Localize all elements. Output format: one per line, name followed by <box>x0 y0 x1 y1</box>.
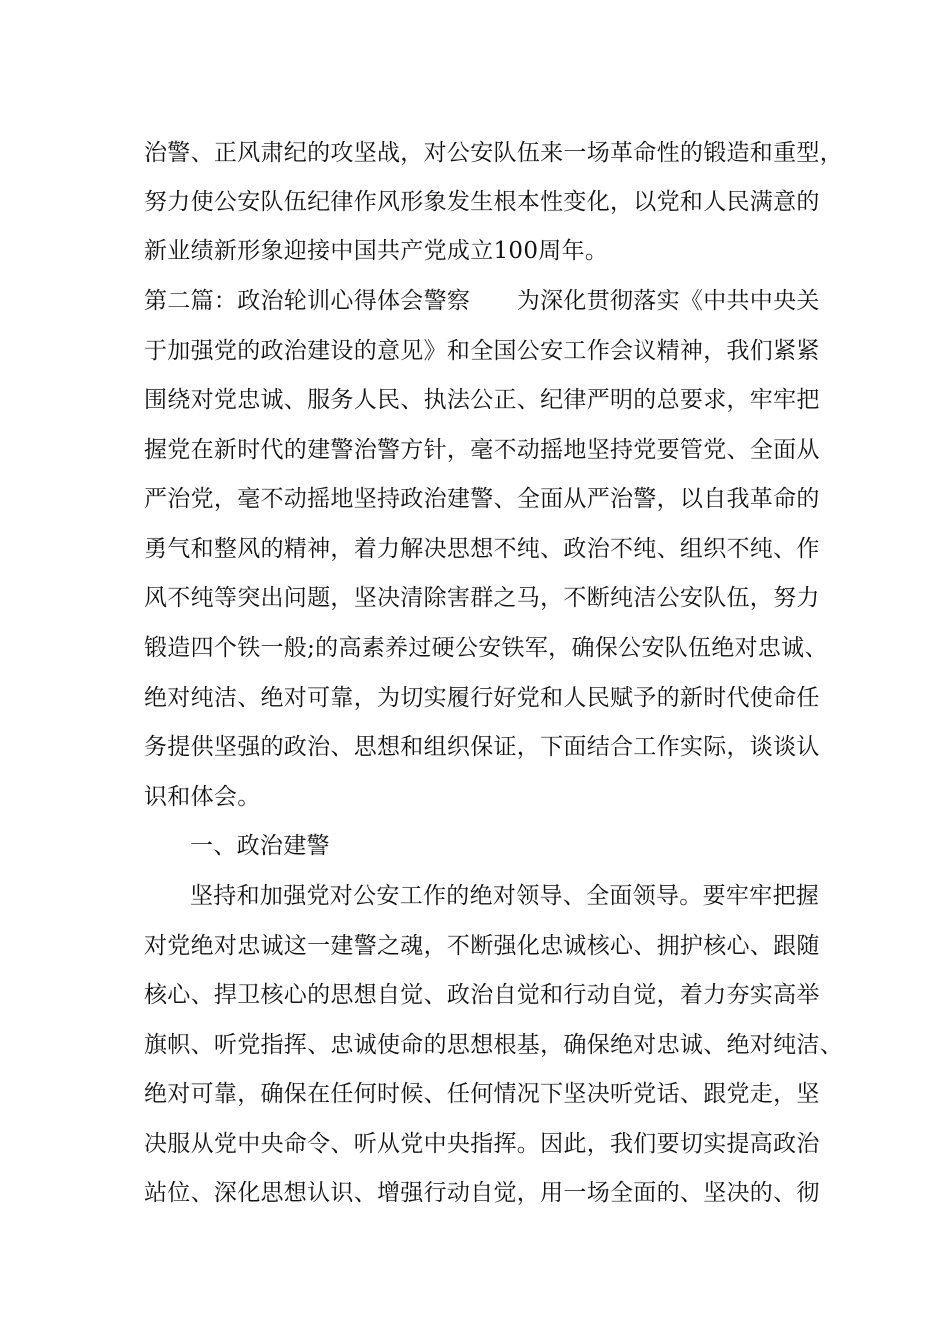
section-title-line: 第二篇：政治轮训心得体会警察 为深化贯彻落实《中共中央关 <box>144 288 820 314</box>
text-line: 围绕对党忠诚、服务人民、执法公正、纪律严明的总要求，牢牢把 <box>144 387 820 413</box>
text-line: 坚持和加强党对公安工作的绝对领导、全面领导。要牢牢把握 <box>190 883 820 909</box>
text-line: 绝对可靠，确保在任何时候、任何情况下坚决听党话、跟党走，坚 <box>144 1081 820 1107</box>
section-heading: 一、政治建警 <box>190 833 330 859</box>
text-line: 勇气和整风的精神，着力解决思想不纯、政治不纯、组织不纯、作 <box>144 536 820 562</box>
text-line: 于加强党的政治建设的意见》和全国公安工作会议精神，我们紧紧 <box>144 338 820 364</box>
text-line: 严治党，毫不动摇地坚持政治建警、全面从严治警，以自我革命的 <box>144 486 820 512</box>
text-line: 识和体会。 <box>144 784 261 810</box>
text-line: 核心、捍卫核心的思想自觉、政治自觉和行动自觉，着力夯实高举 <box>144 982 820 1008</box>
text-line: 握党在新时代的建警治警方针，毫不动摇地坚持党要管党、全面从 <box>144 437 820 463</box>
text-line: 绝对纯洁、绝对可靠，为切实履行好党和人民赋予的新时代使命任 <box>144 685 820 711</box>
text-line: 决服从党中央命令、听从党中央指挥。因此，我们要切实提高政治 <box>144 1131 820 1157</box>
text-line: 务提供坚强的政治、思想和组织保证，下面结合工作实际，谈谈认 <box>144 734 820 760</box>
text-line: 对党绝对忠诚这一建警之魂，不断强化忠诚核心、拥护核心、跟随 <box>144 933 820 959</box>
text-line: 努力使公安队伍纪律作风形象发生根本性变化，以党和人民满意的 <box>144 189 820 215</box>
text-line: 新业绩新形象迎接中国共产党成立100周年。 <box>144 238 609 264</box>
text-line: 锻造四个铁一般;的高素养过硬公安铁军，确保公安队伍绝对忠诚、 <box>144 635 828 661</box>
text-line: 治警、正风肃纪的攻坚战，对公安队伍来一场革命性的锻造和重型， <box>144 140 843 166</box>
text-line: 风不纯等突出问题，坚决清除害群之马，不断纯洁公安队伍，努力 <box>144 585 820 611</box>
text-line: 站位、深化思想认识、增强行动自觉，用一场全面的、坚决的、彻 <box>144 1180 820 1206</box>
text-line: 旗帜、听党指挥、忠诚使命的思想根基，确保绝对忠诚、绝对纯洁、 <box>144 1032 843 1058</box>
